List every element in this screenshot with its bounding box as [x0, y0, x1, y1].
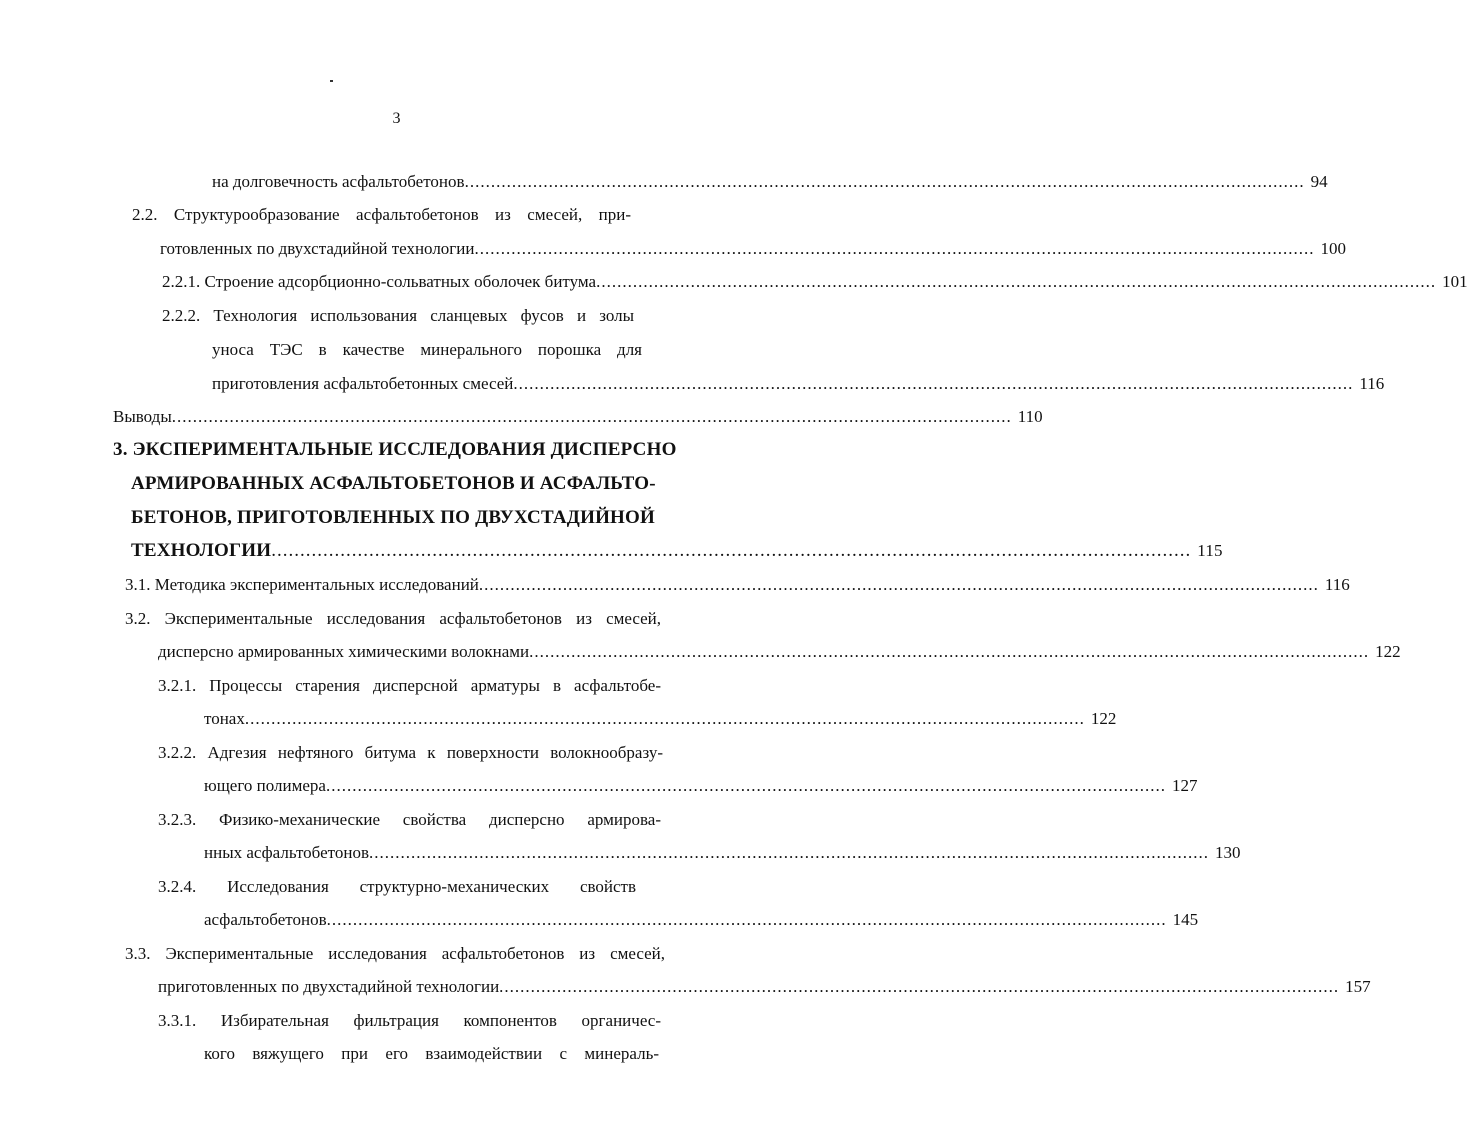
toc-leader — [327, 908, 1167, 932]
toc-entry — [204, 774, 1198, 798]
toc-entry-title: асфальтобетонов — [204, 910, 327, 929]
toc-leader — [529, 640, 1369, 664]
toc-leader — [596, 270, 1436, 294]
toc-entry-title: Выводы — [113, 407, 172, 426]
toc-leader — [245, 707, 1085, 731]
toc-entry — [204, 841, 1241, 865]
toc-entry-line: 2.2.2. Технология использования сланцевых фусов и золы — [162, 306, 634, 325]
toc-entry-line: 3.2.1. Процессы старения дисперсной арматуры в асфальтобе- — [158, 676, 661, 695]
toc-entry-page: 127 — [1171, 776, 1198, 795]
toc-entry-page: 157 — [1345, 977, 1371, 996]
toc-entry-page: 116 — [1324, 575, 1350, 594]
toc-entry-line: кого вяжущего при его взаимодействии с минераль- — [204, 1044, 659, 1063]
toc-entry-page: 100 — [1320, 239, 1346, 258]
toc-entry-title: на долговечность асфальтобетонов — [212, 172, 465, 191]
toc-entry-title: 3.1. Методика экспериментальных исследований — [125, 575, 479, 594]
toc-entry-line: 3.2.2. Адгезия нефтяного битума к поверхности волокнообразу- — [158, 743, 663, 762]
toc-leader — [465, 170, 1305, 194]
chapter-heading-line: 3. ЭКСПЕРИМЕНТАЛЬНЫЕ ИССЛЕДОВАНИЯ ДИСПЕРСНО — [113, 439, 677, 460]
toc-entry-title: ющего полимера — [204, 776, 326, 795]
page-number: 3 — [392, 110, 401, 127]
toc-entry — [212, 372, 1385, 396]
toc-entry-title: приготовленных по двухстадийной технологии — [158, 977, 500, 996]
toc-entry — [158, 975, 1371, 999]
toc-leader — [513, 372, 1353, 396]
toc-entry-title: нных асфальтобетонов — [204, 843, 369, 862]
toc-entry-page: 145 — [1172, 910, 1199, 929]
toc-leader — [369, 841, 1209, 865]
toc-entry-page: 101 — [1442, 272, 1468, 291]
toc-entry-title: 2.2.1. Строение адсорбционно-сольватных оболочек битума — [162, 272, 597, 291]
toc-entry-line: 2.2. Структурообразование асфальтобетонов из смесей, при- — [132, 205, 631, 224]
toc-leader — [172, 405, 1012, 429]
toc-leader — [479, 573, 1319, 597]
chapter-heading-line: АРМИРОВАННЫХ АСФАЛЬТОБЕТОНОВ И АСФАЛЬТО- — [131, 473, 656, 494]
toc-entry — [212, 170, 1328, 194]
chapter-heading-line: БЕТОНОВ, ПРИГОТОВЛЕННЫХ ПО ДВУХСТАДИЙНОЙ — [131, 507, 655, 528]
toc-entry — [160, 237, 1346, 261]
toc-entry-line: 3.2.4. Исследования структурно-механических свойств — [158, 877, 636, 896]
toc-entry-line: 3.3.1. Избирательная фильтрация компонентов органичес- — [158, 1011, 661, 1030]
toc-entry-title: тонах — [204, 709, 245, 728]
scan-speck — [330, 80, 333, 82]
toc-entry — [158, 640, 1401, 664]
toc-entry-page: 116 — [1359, 374, 1385, 393]
toc-entry-page: 94 — [1310, 172, 1328, 191]
toc-leader — [271, 539, 1191, 563]
toc-entry — [125, 573, 1350, 597]
toc-entry-title: готовленных по двухстадийной технологии — [160, 239, 475, 258]
toc-entry — [113, 405, 1043, 429]
toc-entry — [162, 270, 1468, 294]
toc-entry — [204, 908, 1199, 932]
toc-entry-page: 122 — [1090, 709, 1117, 728]
toc-entry-page: 110 — [1017, 407, 1043, 426]
toc-entry-page: 130 — [1214, 843, 1241, 862]
toc-entry — [204, 707, 1117, 731]
toc-entry-title: приготовления асфальтобетонных смесей — [212, 374, 514, 393]
toc-leader — [474, 237, 1314, 261]
toc-leader — [326, 774, 1166, 798]
toc-entry-title: ТЕХНОЛОГИИ — [131, 540, 272, 561]
toc-entry-title: дисперсно армированных химическими волокнами — [158, 642, 530, 661]
toc-entry-line: уноса ТЭС в качестве минерального порошка для — [212, 340, 642, 359]
toc-entry-page: 122 — [1375, 642, 1401, 661]
toc-entry-line: 3.2.3. Физико-механические свойства дисперсно армирова- — [158, 810, 661, 829]
toc-entry-line: 3.3. Экспериментальные исследования асфальтобетонов из смесей, — [125, 944, 665, 963]
toc-entry-line: 3.2. Экспериментальные исследования асфальтобетонов из смесей, — [125, 609, 661, 628]
toc-entry — [131, 539, 1223, 563]
toc-entry-page: 115 — [1197, 541, 1223, 560]
toc-leader — [499, 975, 1339, 999]
